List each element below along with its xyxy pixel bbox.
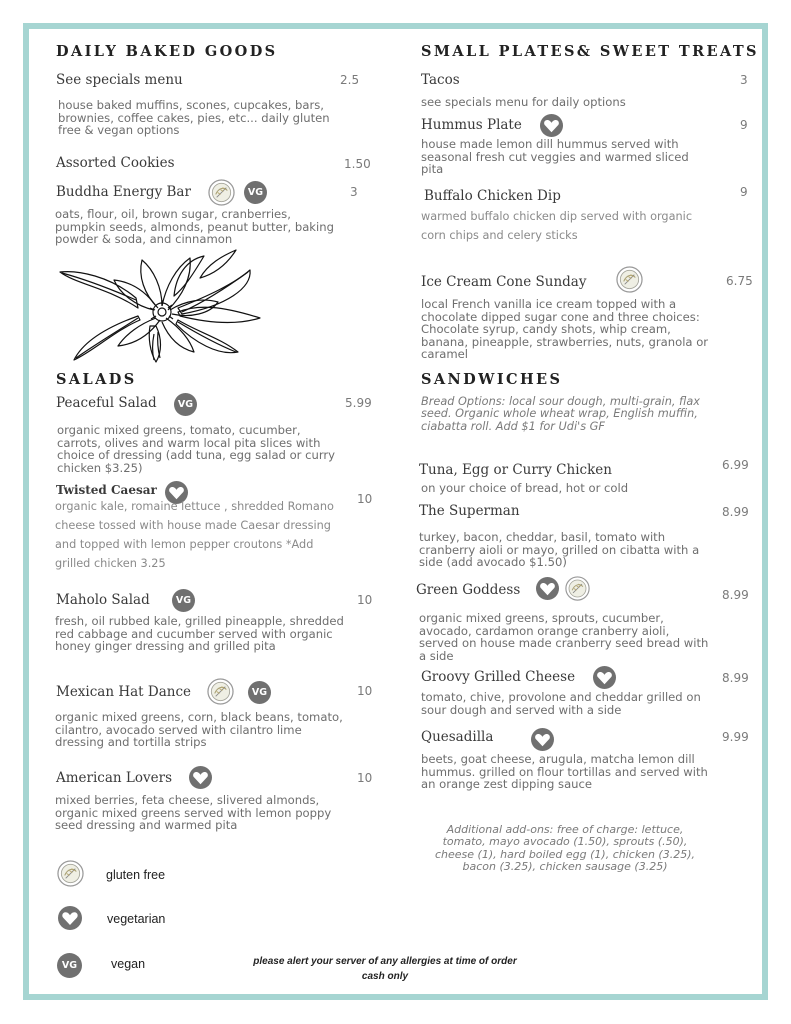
vegan-icon: VG (172, 589, 195, 612)
item-description-tacos: see specials menu for daily options (421, 95, 626, 109)
vegetarian-icon (536, 577, 559, 600)
gluten-free-icon (57, 860, 84, 887)
gluten-free-icon (565, 576, 590, 601)
item-name-groovy-grilled-cheese: Groovy Grilled Cheese (421, 669, 576, 685)
item-description-ice-cream-cone-sunday: local French vanilla ice cream topped with a chocolate dipped sugar cone and three choices: Chocolate syrup, candy shots, whip cream, banana, pineapple, strawberries, nuts, granola or caramel (421, 297, 709, 362)
vegan-icon: VG (174, 393, 197, 416)
gluten-free-icon (616, 266, 643, 293)
section-heading-daily-baked-goods: DAILY BAKED GOODS (56, 43, 278, 60)
item-price-american-lovers: 10 (357, 771, 373, 785)
item-description-hummus-plate: house made lemon dill hummus served with seasonal fresh cut veggies and warmed sliced pita (421, 137, 689, 177)
item-price-mexican-hat-dance: 10 (357, 684, 373, 698)
item-price-green-goddess: 8.99 (722, 588, 749, 602)
item-price-quesadilla: 9.99 (722, 730, 749, 744)
vegetarian-icon (540, 114, 563, 137)
item-name-buffalo-chicken-dip: Buffalo Chicken Dip (424, 188, 561, 204)
item-description-green-goddess: organic mixed greens, sprouts, cucumber, avocado, cardamon orange cranberry aioli, served on house made cranberry seed bread with a side (419, 611, 709, 663)
vegan-icon: VG (248, 681, 271, 704)
section-heading-small-plates: SMALL PLATES& SWEET TREATS (421, 43, 759, 60)
item-name-tacos: Tacos (421, 72, 460, 88)
item-description-peaceful-salad: organic mixed greens, tomato, cucumber, carrots, olives and warm local pita slices with choice of dressing (add tuna, egg salad or curry chicken $3.25) (57, 423, 336, 475)
item-name-twisted-caesar: Twisted Caesar (56, 483, 157, 497)
item-price-assorted-cookies: 1.50 (344, 157, 371, 171)
gluten-free-icon (208, 179, 235, 206)
item-description-buffalo-chicken-dip: warmed buffalo chicken dip served with organic corn chips and celery sticks (421, 210, 693, 242)
item-name-the-superman: The Superman (419, 503, 520, 519)
payment-notice: cash only (361, 971, 409, 982)
item-price-hummus-plate: 9 (740, 118, 748, 132)
magnolia-flower-illustration (58, 248, 264, 364)
section-heading-sandwiches: SANDWICHES (421, 371, 563, 388)
item-price-twisted-caesar: 10 (357, 492, 373, 506)
item-price-ice-cream-cone-sunday: 6.75 (726, 274, 753, 288)
legend-label-vegan: vegan (111, 957, 146, 971)
section-heading-salads: SALADS (56, 371, 137, 388)
vegan-icon: VG (244, 181, 267, 204)
item-price-the-superman: 8.99 (722, 505, 749, 519)
item-name-mexican-hat-dance: Mexican Hat Dance (56, 684, 191, 700)
item-description-buddha-energy-bar: oats, flour, oil, brown sugar, cranberries, pumpkin seeds, almonds, peanut butter, baking powder & soda, and cinnamon (55, 207, 334, 247)
item-name-assorted-cookies: Assorted Cookies (56, 155, 175, 171)
item-name-maholo-salad: Maholo Salad (56, 592, 150, 608)
allergy-notice: please alert your server of any allergies at time of order (253, 956, 517, 967)
vegan-icon: VG (57, 953, 82, 978)
legend-label-vegetarian: vegetarian (107, 912, 166, 926)
item-name-american-lovers: American Lovers (56, 770, 172, 786)
vegetarian-icon (58, 906, 82, 930)
additional-add-ons: Additional add-ons: free of charge: lettuce, tomato, mayo avocado (1.50), sprouts (.50), cheese (1), hard boiled egg (1), chicken (3.25), bacon (3.25), chicken sausage (3.25) (434, 823, 695, 874)
item-description-the-superman: turkey, bacon, cheddar, basil, tomato with cranberry aioli or mayo, grilled on cibatta with a side (add avocado $1.50) (419, 530, 700, 570)
gluten-free-icon (207, 678, 234, 705)
item-price-tacos: 3 (740, 73, 748, 87)
item-name-quesadilla: Quesadilla (421, 729, 494, 745)
item-name-tuna-egg-curry: Tuna, Egg or Curry Chicken (419, 462, 612, 478)
item-price-maholo-salad: 10 (357, 593, 373, 607)
item-name-peaceful-salad: Peaceful Salad (56, 395, 157, 411)
item-name-ice-cream-cone-sunday: Ice Cream Cone Sunday (421, 274, 587, 290)
vegetarian-icon (189, 766, 212, 789)
item-description-quesadilla: beets, goat cheese, arugula, matcha lemon dill hummus. grilled on flour tortillas and served with an orange zest dipping sauce (421, 752, 708, 792)
item-price-buddha-energy-bar: 3 (350, 185, 358, 199)
item-price-tuna-egg-curry: 6.99 (722, 458, 749, 472)
item-name-hummus-plate: Hummus Plate (421, 117, 522, 133)
item-description-maholo-salad: fresh, oil rubbed kale, grilled pineapple, shredded red cabbage and cucumber served with organic honey ginger dressing and grilled pita (55, 614, 344, 654)
item-price-peaceful-salad: 5.99 (345, 396, 372, 410)
item-name-buddha-energy-bar: Buddha Energy Bar (56, 184, 191, 200)
item-name-green-goddess: Green Goddess (416, 582, 521, 598)
item-description-tuna-egg-curry: on your choice of bread, hot or cold (421, 481, 629, 495)
item-description-specials: house baked muffins, scones, cupcakes, bars, brownies, coffee cakes, pies, etc... daily gluten free & vegan options (58, 98, 330, 138)
item-description-twisted-caesar: organic kale, romaine lettuce , shredded Romano cheese tossed with house made Caesar dressing and topped with lemon pepper croutons *Add grilled chicken 3.25 (55, 500, 334, 570)
item-description-mexican-hat-dance: organic mixed greens, corn, black beans, tomato, cilantro, avocado served with cilantro lime dressing and tortilla strips (55, 710, 343, 750)
legend-label-gluten-free: gluten free (106, 868, 166, 882)
item-price-groovy-grilled-cheese: 8.99 (722, 671, 749, 685)
item-price-specials: 2.5 (340, 73, 360, 87)
bread-options: Bread Options: local sour dough, multi-grain, flax seed. Organic whole wheat wrap, English muffin, ciabatta roll. Add $1 for Udi's GF (421, 395, 700, 433)
item-name-specials: See specials menu (56, 72, 183, 88)
vegetarian-icon (531, 728, 554, 751)
item-description-american-lovers: mixed berries, feta cheese, slivered almonds, organic mixed greens served with lemon poppy seed dressing and warmed pita (55, 793, 332, 833)
vegetarian-icon (593, 666, 616, 689)
item-description-groovy-grilled-cheese: tomato, chive, provolone and cheddar grilled on sour dough and served with a side (421, 690, 701, 717)
item-price-buffalo-chicken-dip: 9 (740, 185, 748, 199)
